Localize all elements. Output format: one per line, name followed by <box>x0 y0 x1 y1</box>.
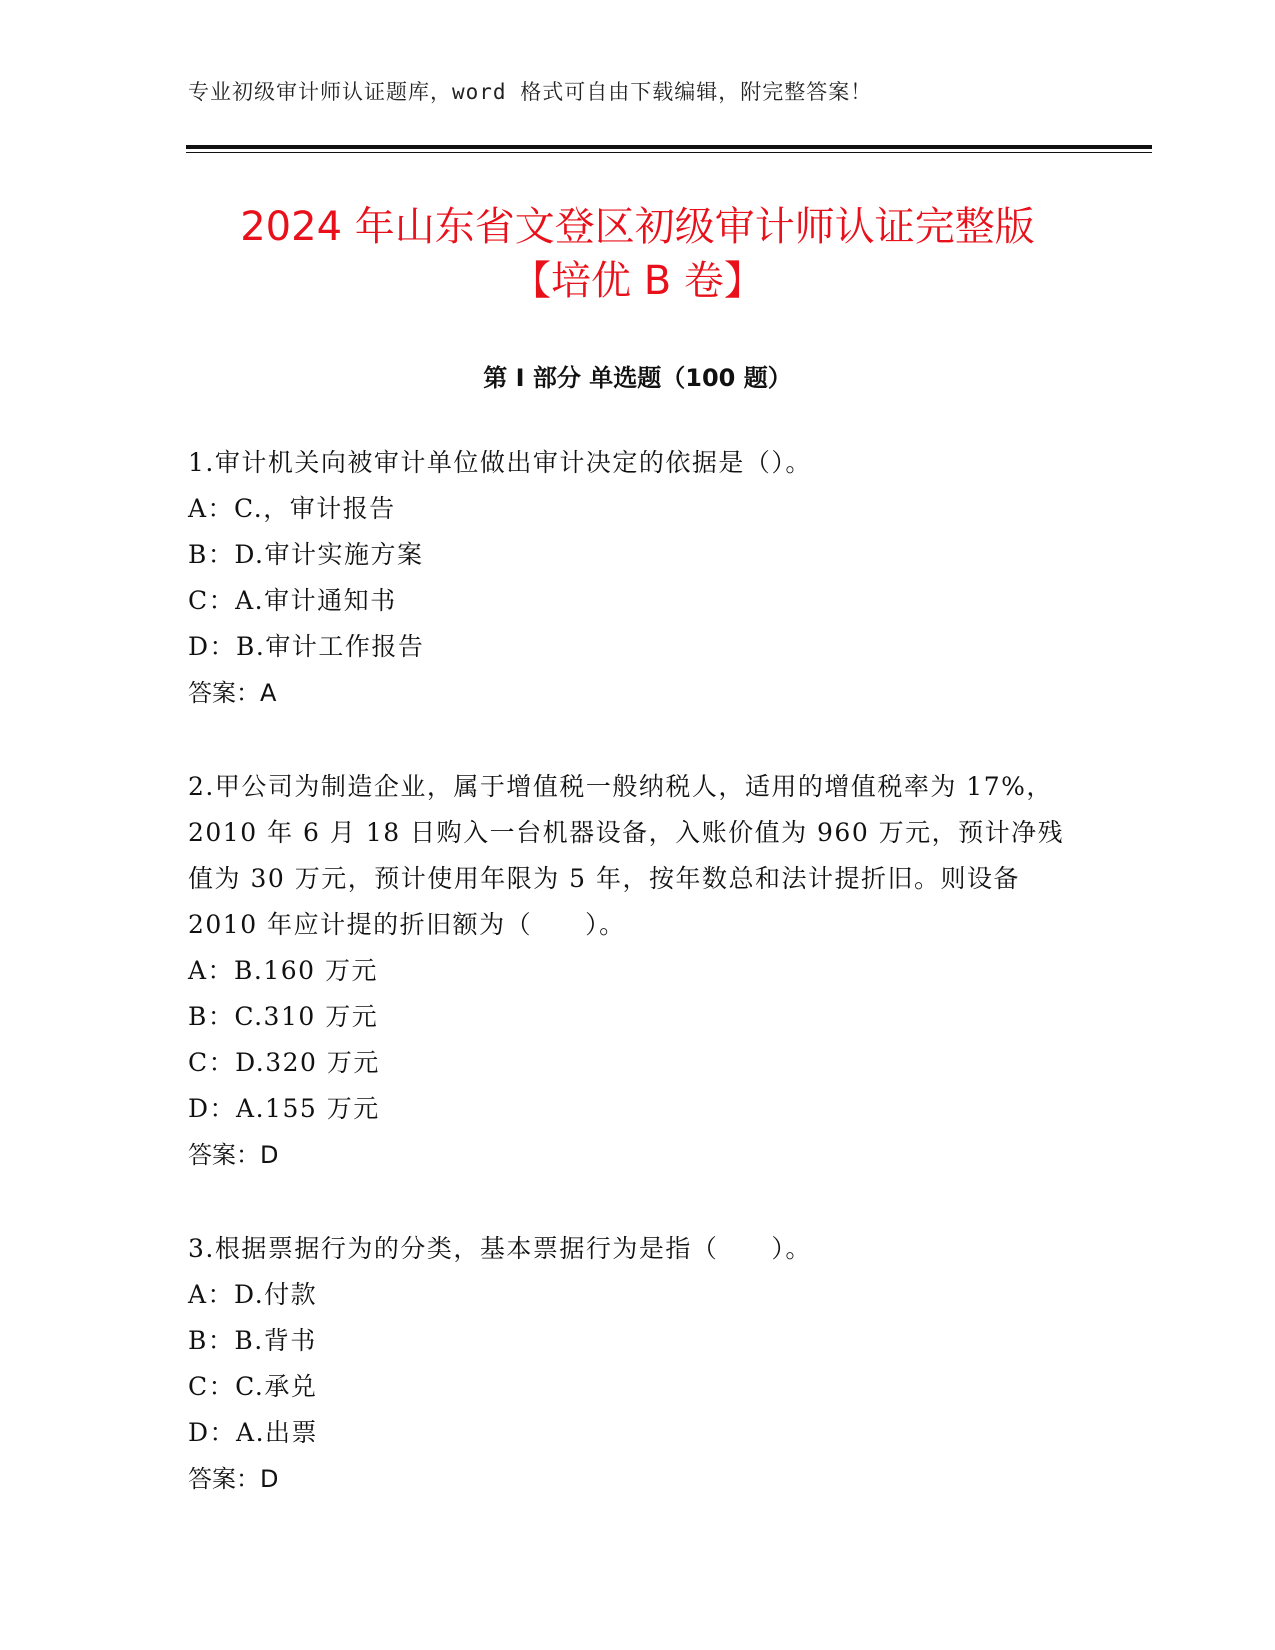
option-b: B：B.背书 <box>188 1326 317 1355</box>
header-rule-thin <box>186 152 1152 153</box>
question-stem: 1.审计机关向被审计单位做出审计决定的依据是（）。 <box>188 448 812 477</box>
option-b: B：C.310 万元 <box>188 1002 379 1031</box>
option-d: D：A.出票 <box>188 1418 319 1447</box>
option-a: A：B.160 万元 <box>188 956 379 985</box>
header-rule-thick <box>186 145 1152 149</box>
question-3 <box>188 1226 1088 1502</box>
option-c: C：D.320 万元 <box>188 1048 380 1077</box>
option-a: A：D.付款 <box>188 1280 318 1309</box>
question-stem: 2.甲公司为制造企业，属于增值税一般纳税人，适用的增值税率为 17%，2010 年 6 月 18 日购入一台机器设备，入账价值为 960 万元，预计净残值为 30 万元，预计使用年限为 5 年，按年数总和法计提折旧。则设备 2010 年应计提的折旧额为（ ）。 <box>188 772 1065 939</box>
question-stem: 3.根据票据行为的分类，基本票据行为是指（ ）。 <box>188 1234 812 1263</box>
option-c: C：C.承兑 <box>188 1372 318 1401</box>
option-d: D：A.155 万元 <box>188 1094 380 1123</box>
document-title <box>0 200 1275 308</box>
question-1 <box>188 440 1088 716</box>
document-title-line2: 【培优 B 卷】 <box>511 258 764 304</box>
section-heading: 第 I 部分 单选题（100 题） <box>483 364 792 392</box>
header-note: 专业初级审计师认证题库，word 格式可自由下载编辑，附完整答案！ <box>188 80 873 104</box>
answer: 答案：A <box>188 679 277 707</box>
option-b: B：D.审计实施方案 <box>188 540 424 569</box>
answer: 答案：D <box>188 1465 279 1493</box>
question-list <box>188 440 1088 1550</box>
question-2 <box>188 764 1088 1178</box>
document-title-line1: 2024 年山东省文登区初级审计师认证完整版 <box>240 204 1035 250</box>
option-d: D：B.审计工作报告 <box>188 632 425 661</box>
option-c: C：A.审计通知书 <box>188 586 397 615</box>
option-a: A：C.，审计报告 <box>188 494 396 523</box>
answer: 答案：D <box>188 1141 279 1169</box>
